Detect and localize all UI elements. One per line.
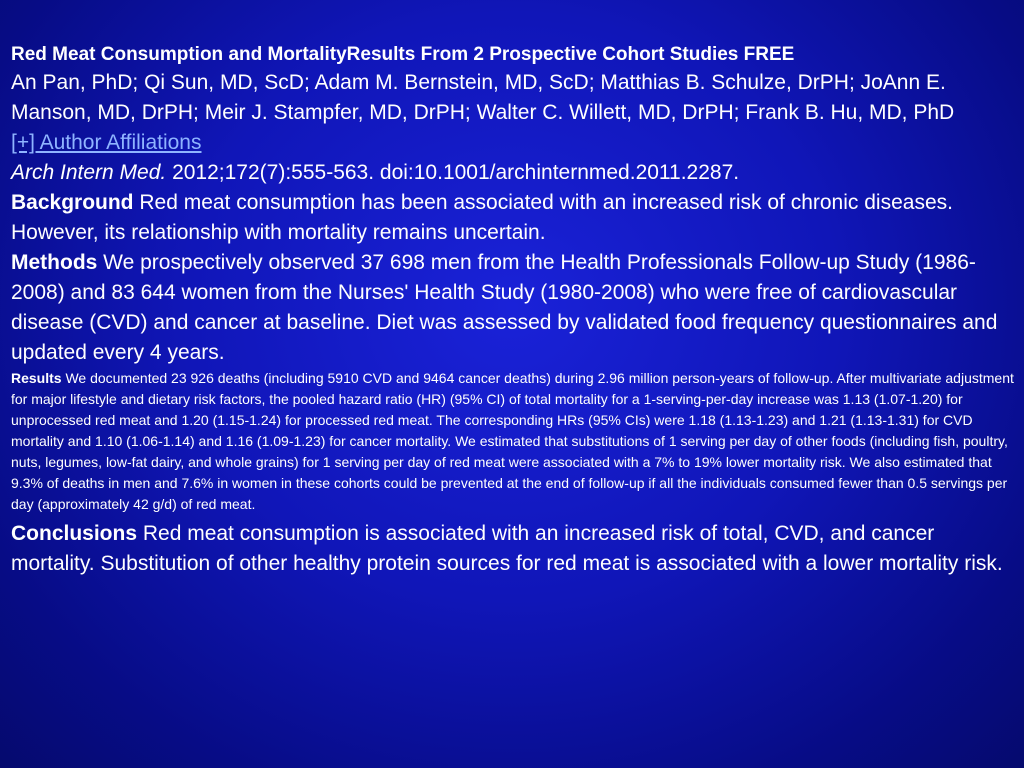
citation-details: 2012;172(7):555-563. doi:10.1001/archinternmed.2011.2287. (166, 161, 740, 184)
results-section (11, 368, 1017, 515)
background-section (11, 188, 1017, 248)
journal-name: Arch Intern Med. (11, 161, 167, 184)
conclusions-text: Red meat consumption is associated with an increased risk of total, CVD, and cancer mortality. Substitution of other healthy protein sources for red meat is associated with a lower mortality risk. (11, 522, 1003, 575)
article-title: Red Meat Consumption and MortalityResults From 2 Prospective Cohort Studies FREE (11, 44, 795, 65)
slide-content (11, 42, 1017, 579)
background-label: Background (11, 191, 134, 214)
conclusions-section (11, 519, 1017, 579)
results-text: We documented 23 926 deaths (including 5910 CVD and 9464 cancer deaths) during 2.96 million person-years of follow-up. After multivariate adjustment for major lifestyle and dietary risk factors, the pooled hazard ratio (HR) (95% CI) of total mortality for a 1-serving-per-day increase was 1.13 (1.07-1.20) for unprocessed red meat and 1.20 (1.15-1.24) for processed red meat. The corresponding HRs (95% CIs) were 1.18 (1.13-1.23) and 1.21 (1.13-1.31) for CVD mortality and 1.10 (1.06-1.14) and 1.16 (1.09-1.23) for cancer mortality. We estimated that substitutions of 1 serving per day of other foods (including fish, poultry, nuts, legumes, low-fat dairy, and whole grains) for 1 serving per day of red meat were associated with a 7% to 19% lower mortality risk. We also estimated that 9.3% of deaths in men and 7.6% in women in these cohorts could be prevented at the end of follow-up if all the individuals consumed fewer than 0.5 servings per day (approximately 42 g/d) of red meat. (11, 370, 1014, 512)
citation (11, 158, 1017, 188)
conclusions-label: Conclusions (11, 522, 138, 545)
author-affiliations-link[interactable]: [+] Author Affiliations (11, 131, 202, 154)
background-text: Red meat consumption has been associated with an increased risk of chronic diseases. However, its relationship with mortality remains uncertain. (11, 191, 953, 244)
results-label: Results (11, 370, 62, 386)
methods-label: Methods (11, 251, 98, 274)
methods-section (11, 248, 1017, 368)
methods-text: We prospectively observed 37 698 men from the Health Professionals Follow-up Study (1986-2008) and 83 644 women from the Nurses' Health Study (1980-2008) who were free of cardiovascular disease (CVD) and cancer at baseline. Diet was assessed by validated food frequency questionnaires and updated every 4 years. (11, 251, 998, 364)
author-list: An Pan, PhD; Qi Sun, MD, ScD; Adam M. Bernstein, MD, ScD; Matthias B. Schulze, DrPH; JoAnn E. Manson, MD, DrPH; Meir J. Stampfer, MD, DrPH; Walter C. Willett, MD, DrPH; Frank B. Hu, MD, PhD (11, 71, 955, 124)
